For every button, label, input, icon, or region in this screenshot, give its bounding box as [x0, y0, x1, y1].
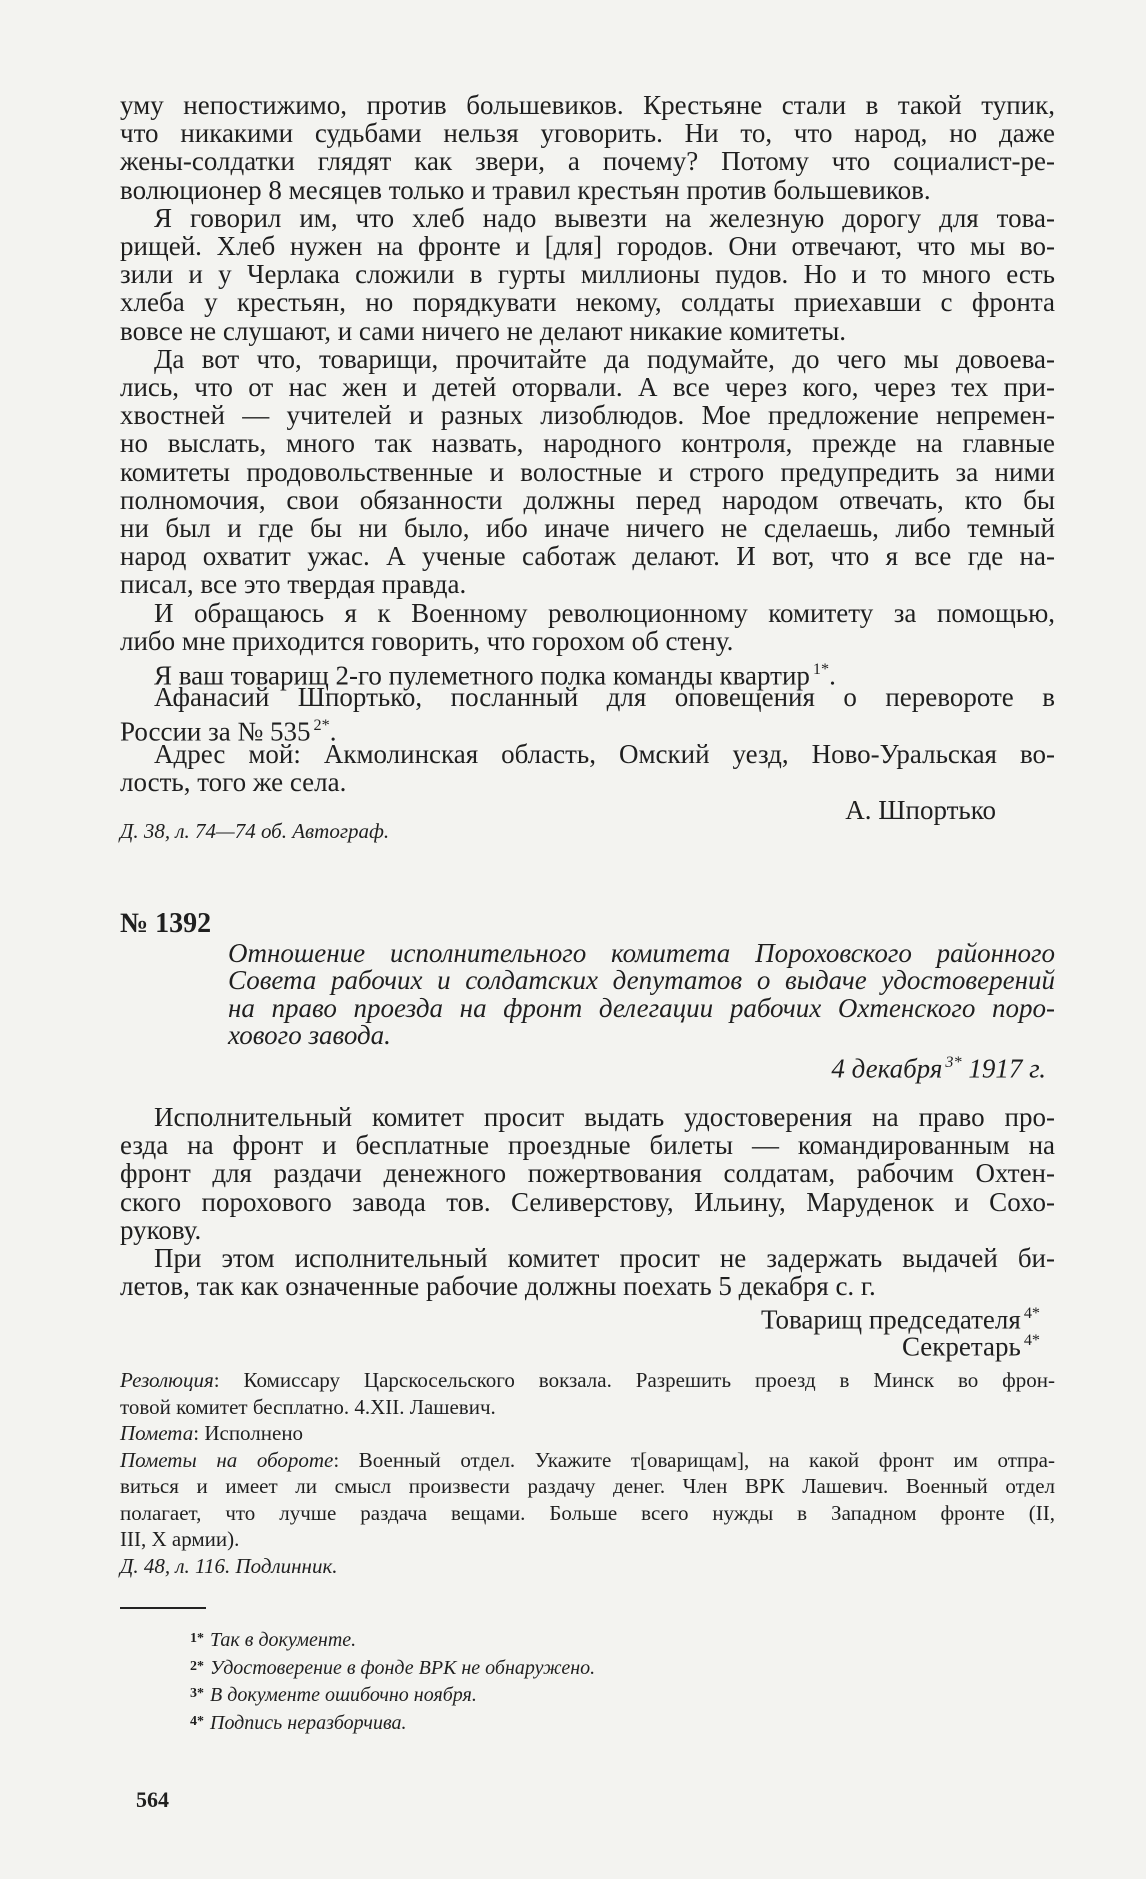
line-text: И обращаюсь я к Военному революционному комитету за помощью, [154, 597, 1055, 628]
footnote-mark: 2* [190, 1658, 204, 1674]
line-text: уму непостижимо, против большевиков. Крестьяне стали в такой тупик, [120, 90, 1055, 120]
page-number: 564 [136, 1787, 169, 1812]
source-reference: Д. 38, л. 74—74 об. Автограф. [120, 819, 390, 843]
line-text: зили и у Черлака сложили в гурты миллионы пудов. Но и то много есть [120, 259, 1055, 290]
footnote-rule [120, 1607, 206, 1609]
text-line [120, 768, 346, 796]
note-text: Исполнено [204, 1421, 304, 1445]
document-title-line: Отношение исполнительного комитета Пороховского районного [228, 938, 1055, 968]
note-line [120, 1500, 1055, 1526]
note-line [120, 1473, 1055, 1499]
line-text: Да вот что, товарищи, прочитайте да подумайте, до чего мы довоева- [154, 343, 1055, 374]
note-line: Помета: Исполнено [120, 1421, 304, 1445]
note-line: Резолюция: Комиссару Царскосельского вокзала. Разрешить проезд в Минск во фрон- [120, 1368, 1055, 1392]
document-date [831, 1048, 1046, 1083]
note-text: товой комитет бесплатно. 4.XII. Лашевич. [120, 1394, 496, 1419]
footnote-text: Подпись неразборчива. [210, 1711, 407, 1734]
footnote-text: В документе ошибочно ноября. [210, 1684, 477, 1706]
line-text: народ охватит ужас. А ученые саботаж делают. И вот, что я все где на- [120, 541, 1055, 572]
line-text: Товарищ председателя [761, 1304, 1021, 1335]
document-number: № 1392 [120, 908, 212, 939]
line-text: рищей. Хлеб нужен на фронте и [для] городов. Они отвечают, что мы во- [120, 231, 1055, 261]
text-line [120, 1188, 1055, 1216]
line-text: хвостней — учителей и разных лизоблюдов. Мое предложение непремен- [120, 400, 1055, 431]
note-text: виться и имеет ли смысл произвести раздачу денег. Член ВРК Лашевич. Военный отдел [120, 1474, 1055, 1498]
text-line [120, 119, 1055, 147]
footnote [190, 1626, 356, 1653]
line-text: лость, того же села. [120, 766, 347, 797]
text-line [154, 1103, 1055, 1131]
footnote-ref: 4* [1023, 1304, 1040, 1322]
line-text: летов, так как означенные рабочие должны поехать 5 декабря с. г. [120, 1271, 876, 1302]
line-text: но выслать, много так назвать, народного контроля, прежде на главные [120, 428, 1055, 459]
text-line [120, 147, 1055, 175]
note-line [120, 1394, 496, 1420]
footnote-ref: 2* [313, 716, 330, 735]
document-title-line: на право проезда на фронт делегации рабочих Охтенского поро- [228, 992, 1055, 1023]
footnote-ref: 3* [945, 1053, 962, 1071]
text-line [120, 260, 1055, 288]
line-text: писал, все это твердая правда. [120, 569, 467, 600]
text-line [154, 345, 1055, 373]
line-text: лись, что от нас жен и детей оторвали. А все через кого, через тех при- [120, 372, 1055, 402]
text-line [120, 317, 846, 345]
text-line [120, 401, 1055, 429]
footnote [190, 1709, 407, 1736]
line-text: Я ваш товарищ 2-го пулеметного полка команды квартир [154, 660, 810, 691]
line-tail: 1917 г. [961, 1053, 1046, 1084]
text-line [154, 599, 1055, 627]
footnote-text: Так в документе. [210, 1629, 357, 1651]
note-line [120, 1526, 239, 1552]
note-label: Пометы на обороте [120, 1447, 334, 1472]
note-label: Резолюция [120, 1368, 214, 1392]
source-reference: Д. 48, л. 116. Подлинник. [120, 1553, 338, 1578]
footnote-mark: 4* [190, 1713, 204, 1729]
footnote-ref: 1* [812, 660, 830, 678]
signatory [902, 1326, 1040, 1361]
text-line [120, 1159, 1055, 1187]
text-line [120, 176, 931, 204]
line-text: жены-солдатки глядят как звери, а почему? Потому что социалист-ре- [120, 146, 1055, 177]
note-line: Пометы на обороте: Военный отдел. Укажите т[оварищам], на какой фронт им отпра- [120, 1447, 1055, 1472]
line-text: комитеты продовольственные и волостные и строго предупредить за ними [120, 456, 1055, 487]
text-line [120, 429, 1055, 457]
line-text: езда на фронт и бесплатные проездные билеты — командированным на [120, 1130, 1055, 1161]
line-tail: . [829, 660, 836, 691]
line-text: хлеба у крестьян, но порядкувати некому, солдаты приехавши с фронта [120, 287, 1055, 318]
line-text: 4 декабря [831, 1053, 943, 1084]
text-line [120, 1216, 201, 1244]
signature: А. Шпортько [845, 795, 996, 825]
footnote-mark: 1* [190, 1631, 204, 1646]
line-text: ского порохового завода тов. Селиверстову, Ильину, Маруденок и Сохо- [120, 1186, 1055, 1217]
note-text: III, X армии). [120, 1527, 240, 1551]
text-line [120, 458, 1055, 486]
line-text: Я говорил им, что хлеб надо вывезти на железную дорогу для това- [154, 202, 1055, 233]
footnote-text: Удостоверение в фонде ВРК не обнаружено. [210, 1656, 596, 1679]
line-text: Исполнительный комитет просит выдать удостоверения на право про- [154, 1102, 1055, 1132]
text-line [154, 683, 1055, 711]
footnote [190, 1654, 595, 1681]
text-line [120, 570, 466, 598]
text-line [120, 627, 733, 655]
line-text: рукову. [120, 1214, 202, 1245]
document-title-line: Совета рабочих и солдатских депутатов о выдаче удостоверений [228, 965, 1055, 996]
line-text: Секретарь [901, 1331, 1021, 1362]
note-text: Комиссару Царскосельского вокзала. Разрешить проезд в Минск во фрон- [243, 1368, 1055, 1392]
line-text: волюционер 8 месяцев только и травил крестьян против большевиков. [120, 174, 931, 205]
line-text: вовсе не слушают, и сами ничего не делают никакие комитеты. [120, 315, 846, 346]
line-tail: . [329, 716, 337, 747]
text-line [154, 1244, 1055, 1272]
line-text: ни был и где бы ни было, ибо иначе ничего не сделаешь, либо темный [120, 513, 1055, 543]
text-line [120, 288, 1055, 316]
text-line [154, 204, 1055, 232]
text-line [120, 232, 1055, 260]
text-line [120, 1272, 876, 1300]
text-line [120, 486, 1055, 514]
text-line [154, 740, 1055, 768]
text-line [120, 542, 1055, 570]
note-text: Военный отдел. Укажите т[оварищам], на какой фронт им отпра- [358, 1447, 1055, 1472]
footnote [190, 1681, 477, 1708]
text-line [120, 91, 1055, 119]
line-text: Адрес мой: Акмолинская область, Омский уезд, Ново-Уральская во- [154, 738, 1055, 769]
document-title-line: хового завода. [228, 1019, 391, 1050]
text-line [120, 514, 1055, 542]
text-line [120, 1131, 1055, 1159]
line-text: полномочия, свои обязанности должны перед народом отвечать, кто бы [120, 484, 1055, 515]
line-text: фронт для раздачи денежного пожертвования солдатам, рабочим Охтен- [120, 1158, 1055, 1189]
footnote-mark: 3* [190, 1686, 204, 1701]
note-text: полагает, что лучше раздача вещами. Больше всего нужды в Западном фронте (II, [120, 1500, 1055, 1525]
line-text: При этом исполнительный комитет просит не задержать выдачей би- [154, 1243, 1055, 1273]
line-text: России за № 535 [120, 716, 311, 747]
line-text: что никакими судьбами нельзя уговорить. Ни то, что народ, но даже [120, 118, 1055, 149]
note-label: Помета [120, 1421, 194, 1445]
line-text: Афанасий Шпортько, посланный для оповещения о перевороте в [154, 682, 1055, 713]
text-line [120, 373, 1055, 401]
footnote-ref: 4* [1023, 1331, 1040, 1349]
line-text: либо мне приходится говорить, что горохом об стену. [120, 625, 734, 656]
